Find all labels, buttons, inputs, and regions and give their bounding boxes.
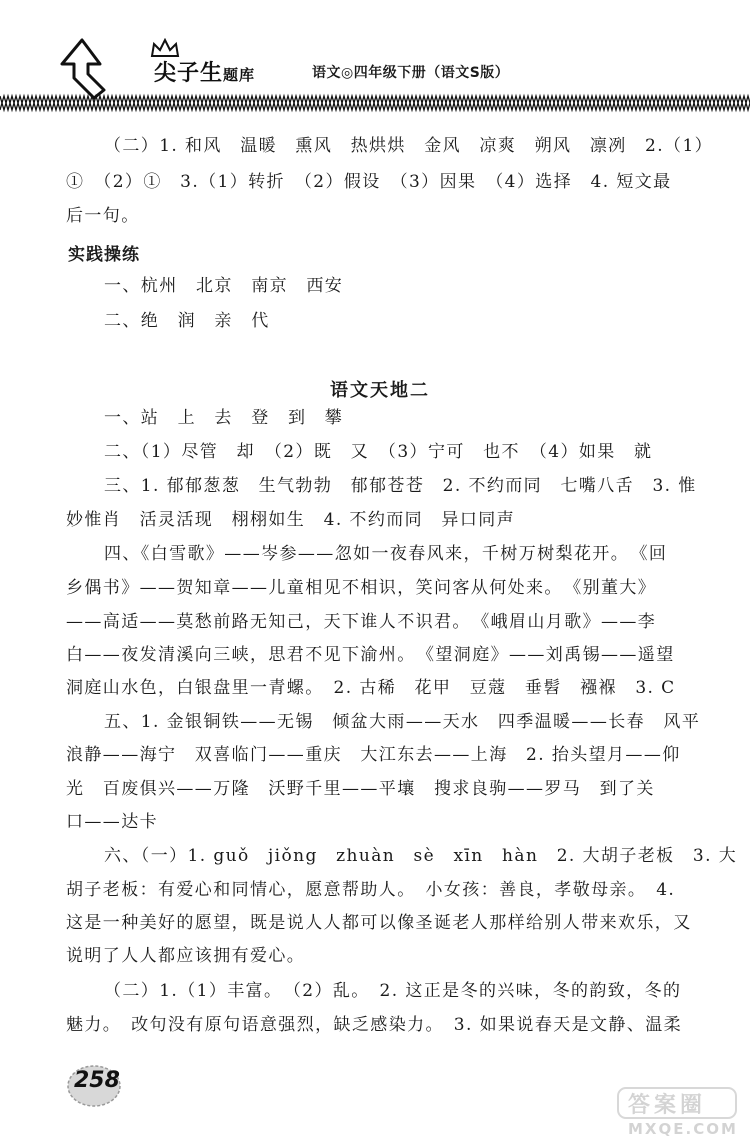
brand-subtitle: 题库 xyxy=(223,66,256,84)
page-number: 258 xyxy=(74,1068,120,1093)
page-header xyxy=(0,0,750,112)
text-line: （二）1. 和风 温暖 熏风 热烘烘 金风 凉爽 朔风 凛冽 2.（1） xyxy=(104,136,714,156)
svg-text:MXQE.COM: MXQE.COM xyxy=(628,1120,738,1136)
text-line: （二）1.（1）丰富。 （2）乱。 2. 这正是冬的兴味，冬的韵致，冬的 xyxy=(104,981,682,1001)
text-line: 浪静——海宁 双喜临门——重庆 大江东去——上海 2. 抬头望月——仰 xyxy=(66,745,681,765)
arrow-icon xyxy=(60,38,120,100)
text-line: 一、站 上 去 登 到 攀 xyxy=(104,408,344,428)
text-line: ——高适——莫愁前路无知己，天下谁人不识君。 《峨眉山月歌》——李 xyxy=(66,612,657,632)
decorative-border xyxy=(0,92,750,114)
svg-text:答案圈: 答案圈 xyxy=(628,1093,707,1118)
page-number-badge xyxy=(66,1062,126,1110)
text-line: 二、绝 润 亲 代 xyxy=(104,311,270,331)
watermark-logo xyxy=(614,1082,744,1136)
brand-logo xyxy=(140,38,305,88)
text-line: 三、1. 郁郁葱葱 生气勃勃 郁郁苍苍 2. 不约而同 七嘴八舌 3. 惟 xyxy=(104,476,697,496)
text-line: 二、（1）尽管 却 （2）既 又 （3）宁可 也不 （4）如果 就 xyxy=(104,442,653,462)
text-line: 魅力。 改句没有原句语意强烈，缺乏感染力。 3. 如果说春天是文静、温柔 xyxy=(66,1015,683,1035)
text-line: 四、《白雪歌》——岑参——忽如一夜春风来，千树万树梨花开。 《回 xyxy=(104,544,668,564)
book-subject: 语文◎四年级下册（语文S版） xyxy=(312,65,510,81)
text-line: 洞庭山水色，白银盘里一青螺。 2. 古稀 花甲 豆蔻 垂髫 襁褓 3. C xyxy=(66,678,676,698)
section-title: 语文天地二 xyxy=(330,380,430,401)
text-line: 后一句。 xyxy=(66,206,140,226)
text-line: 光 百废俱兴——万隆 沃野千里——平壤 搜求良驹——罗马 到了关 xyxy=(66,779,655,799)
text-line: 六、（一）1. guǒ jiǒng zhuàn sè xīn hàn 2. 大胡子老板 3. 大 xyxy=(104,846,738,866)
text-line: 五、1. 金银铜铁——无锡 倾盆大雨——天水 四季温暖——长春 风平 xyxy=(104,712,701,732)
text-line: 妙惟肖 活灵活现 栩栩如生 4. 不约而同 异口同声 xyxy=(66,510,516,530)
practice-heading: 实践操练 xyxy=(68,245,140,265)
text-line: 这是一种美好的愿望，既是说人人都可以像圣诞老人那样给别人带来欢乐，又 xyxy=(66,913,692,933)
brand-title: 尖子生 xyxy=(154,61,224,86)
text-line: ① （2）① 3.（1）转折 （2）假设 （3）因果 （4）选择 4. 短文最 xyxy=(66,172,672,192)
text-line: 说明了人人都应该拥有爱心。 xyxy=(66,946,306,966)
text-line: 一、杭州 北京 南京 西安 xyxy=(104,276,344,296)
text-line: 乡偶书》——贺知章——儿童相见不相识，笑问客从何处来。 《别董大》 xyxy=(66,578,657,598)
text-line: 胡子老板：有爱心和同情心，愿意帮助人。 小女孩：善良，孝敬母亲。 4. xyxy=(66,880,676,900)
text-line: 口——达卡 xyxy=(66,812,158,832)
text-line: 白——夜发清溪向三峡，思君不见下渝州。 《望洞庭》——刘禹锡——遥望 xyxy=(66,645,675,665)
